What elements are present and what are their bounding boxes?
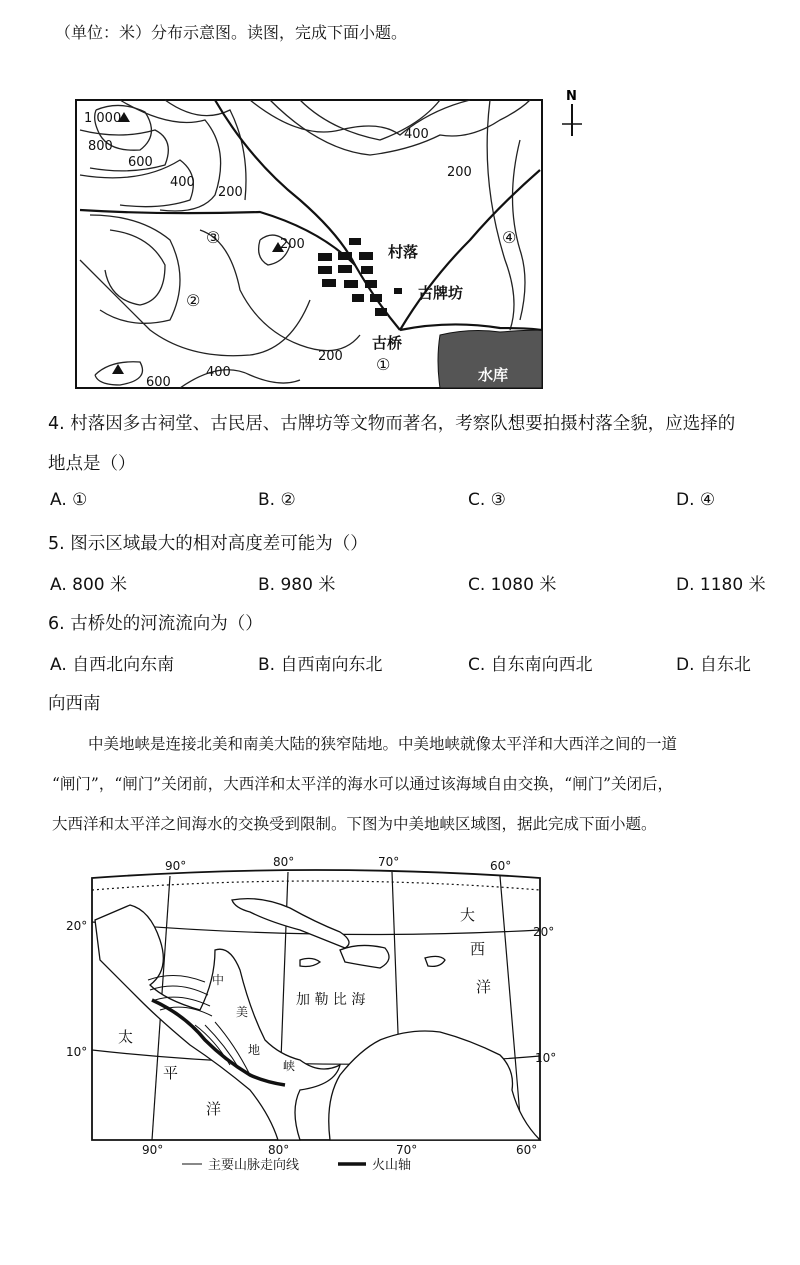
site-3: ③: [206, 228, 221, 247]
q4-option-a[interactable]: A. ①: [50, 490, 88, 510]
site-2: ②: [186, 291, 201, 310]
q5-option-a[interactable]: A. 800 米: [50, 575, 127, 595]
passage-line-3: 大西洋和太平洋之间海水的交换受到限制。下图为中美地峡区域图，据此完成下面小题。: [52, 815, 657, 833]
bridge-label: 古桥: [372, 334, 403, 352]
atlantic-char-2: 西: [470, 940, 486, 958]
pacific-char-2: 平: [163, 1064, 179, 1082]
lat-left-20: 20°: [66, 919, 88, 933]
site-4: ④: [502, 228, 517, 247]
contour-400: 400: [170, 175, 195, 190]
q4-option-d[interactable]: D. ④: [676, 490, 716, 510]
question-6: 6. 古桥处的河流流向为（）: [48, 614, 263, 634]
isthmus-char-1: 中: [212, 973, 225, 987]
site-1: ①: [376, 355, 391, 374]
atlantic-char-3: 洋: [476, 978, 492, 996]
north-label: N: [566, 89, 577, 104]
question-4: 4. 村落因多古祠堂、古民居、古牌坊等文物而著名，考察队想要拍摄村落全貌，应选择的: [48, 414, 736, 434]
lon-top-90: 90°: [165, 859, 187, 873]
reservoir-label: 水库: [478, 366, 509, 384]
pacific-char-1: 太: [118, 1028, 134, 1046]
q5-option-c[interactable]: C. 1080 米: [468, 575, 557, 595]
pacific-char-3: 洋: [206, 1100, 222, 1118]
q6-option-d-continuation: 向西南: [48, 694, 101, 714]
isthmus-char-2: 美: [236, 1005, 249, 1019]
lon-top-80: 80°: [273, 855, 295, 869]
question-5: 5. 图示区域最大的相对高度差可能为（）: [48, 534, 368, 554]
lat-left-10: 10°: [66, 1045, 88, 1059]
q6-option-d[interactable]: D. 自东北: [676, 655, 751, 675]
q6-option-c[interactable]: C. 自东南向西北: [468, 655, 593, 675]
legend-mountain-trend: 主要山脉走向线: [208, 1158, 300, 1173]
lon-bottom-80: 80°: [268, 1143, 290, 1157]
contour-map: [0, 0, 800, 400]
contour-600: 600: [128, 155, 153, 170]
lat-right-10: 10°: [535, 1051, 557, 1065]
lon-top-70: 70°: [378, 855, 400, 869]
passage-line-2: “闸门”，“闸门”关闭前，大西洋和太平洋的海水可以通过该海域自由交换，“闸门”关闭后，: [52, 775, 674, 793]
contour-800: 800: [88, 139, 113, 154]
legend-volcanic-axis: 火山轴: [372, 1158, 412, 1173]
q5-option-d[interactable]: D. 1180 米: [676, 575, 766, 595]
atlantic-char-1: 大: [460, 906, 476, 924]
contour-200-hill: 200: [280, 237, 305, 252]
archway-label: 古牌坊: [418, 284, 464, 302]
isthmus-char-3: 地: [248, 1043, 261, 1057]
q6-option-b[interactable]: B. 自西南向东北: [258, 655, 383, 675]
question-4-line2: 地点是（）: [48, 454, 136, 474]
intro-text: （单位：米）分布示意图。读图，完成下面小题。: [55, 23, 408, 42]
q5-option-b[interactable]: B. 980 米: [258, 575, 336, 595]
village-label: 村落: [388, 243, 419, 261]
contour-600-s: 600: [146, 375, 171, 390]
lon-top-60: 60°: [490, 859, 512, 873]
lon-bottom-90: 90°: [142, 1143, 164, 1157]
q4-option-c[interactable]: C. ③: [468, 490, 506, 510]
lon-bottom-70: 70°: [396, 1143, 418, 1157]
contour-400-ne: 400: [404, 127, 429, 142]
lat-right-20: 20°: [533, 925, 555, 939]
central-america-map: [0, 850, 800, 1180]
contour-400-s: 400: [206, 365, 231, 380]
contour-200: 200: [218, 185, 243, 200]
passage-line-1: 中美地峡是连接北美和南美大陆的狭窄陆地。中美地峡就像太平洋和大西洋之间的一道: [88, 735, 678, 753]
q6-option-a[interactable]: A. 自西北向东南: [50, 655, 175, 675]
caribbean-label: 加 勒 比 海: [296, 992, 366, 1008]
isthmus-char-4: 峡: [283, 1059, 296, 1073]
contour-200-s: 200: [318, 349, 343, 364]
q4-option-b[interactable]: B. ②: [258, 490, 296, 510]
contour-200-ne: 200: [447, 165, 472, 180]
lon-bottom-60: 60°: [516, 1143, 538, 1157]
contour-1000: 1 000: [84, 111, 122, 126]
